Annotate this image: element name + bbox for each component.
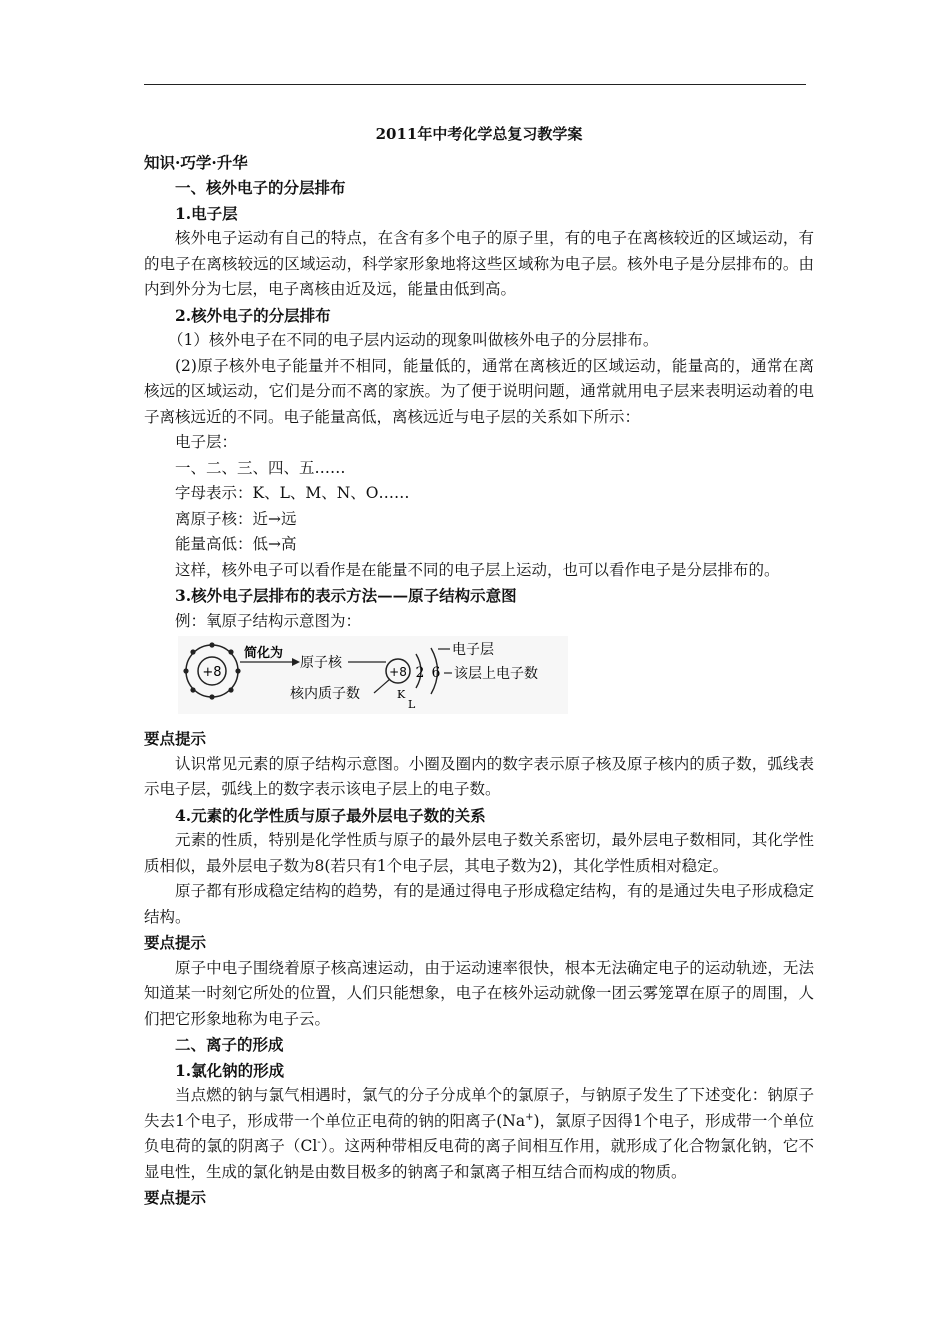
arrow-head: [292, 658, 300, 666]
paragraph: 核外电子运动有自己的特点，在含有多个电子的原子里，有的电子在离核较近的区域运动，有的电子在离核较远的区域运动，科学家形象地将这些区域称为电子层。核外电子是分层排布的。由内到外分为七层，电子离核由近及远，能量由低到高。: [144, 229, 814, 298]
oxygen-atom-diagram: [178, 636, 568, 714]
heading-electron-layers: 一、核外电子的分层排布: [175, 178, 346, 197]
section-label: 知识·巧学·升华: [144, 152, 248, 172]
electron-dot: [209, 642, 214, 647]
na-charge: +: [525, 1111, 534, 1123]
electron-dot: [190, 649, 195, 654]
subheading-representation: 3.核外电子层排布的表示方法——原子结构示意图: [175, 586, 517, 605]
nucleus-charge-left: +8: [202, 665, 222, 680]
paragraph-nacl: [144, 1083, 814, 1185]
electron-dot: [209, 694, 214, 699]
text-segment: )，氯原子因得1个电子，形成带一个单位负电荷的氯的阴离子（Cl: [144, 1111, 814, 1155]
subheading-electron-shell: 1.电子层: [175, 203, 238, 223]
subheading-chemical-property: 4.元素的化学性质与原子最外层电子数的关系: [175, 805, 486, 825]
paragraph: 原子中电子围绕着原子核高速运动，由于运动速率很快，根本无法确定电子的运动轨迹，无法知道某一时刻它所处的位置，人们只能想象，电子在核外运动就像一团云雾笼罩在原子的周围，人们把它形象地称为电子云。: [144, 958, 814, 1028]
text-segment: 当点燃的钠与氯气相遇时，氯气的分子分成单个的氯原子，与钠原子发生了下述变化：钠原子失去1个电子，形成带一个单位正电荷的钠的阳离子(Na: [144, 1086, 814, 1130]
example-line: 例：氧原子结构示意图为：: [175, 611, 362, 630]
shell-label: 电子层: [452, 642, 494, 658]
tip-label: 要点提示: [144, 933, 207, 952]
list-line: 能量高低：低→高: [175, 535, 297, 553]
proton-label: 核内质子数: [290, 686, 360, 702]
paragraph: 原子都有形成稳定结构的趋势，有的是通过得电子形成稳定结构，有的是通过失电子形成稳定结构。: [144, 882, 814, 926]
subheading-distribution: 2.核外电子的分层排布: [175, 305, 331, 325]
paragraph: （1）核外电子在不同的电子层内运动的现象叫做核外电子的分层排布。: [168, 331, 659, 349]
proton-pointer: [374, 679, 390, 693]
paragraph: (2)原子核外电子能量并不相同，能量低的，通常在离核近的区域运动，能量高的，通常在离核远的区域运动，它们是分而不离的家族。为了便于说明问题，通常就用电子层来表明运动着的电子离核远近的不同。电子能量高低，离核远近与电子层的关系如下所示：: [144, 356, 814, 426]
nucleus-charge-right: +8: [389, 665, 407, 679]
electron-dot: [235, 668, 240, 673]
shell-letter-l: L: [408, 698, 416, 711]
electron-dot: [228, 649, 233, 654]
header-rule: [144, 84, 806, 85]
count-label: 该层上电子数: [454, 666, 538, 682]
electron-dot: [183, 668, 188, 673]
simplify-label: 简化为: [244, 646, 284, 661]
tip-label: 要点提示: [144, 1188, 207, 1207]
subheading-nacl: 1.氯化钠的形成: [175, 1060, 285, 1080]
list-line: 字母表示：K、L、M、N、O……: [175, 484, 410, 502]
heading-ion-formation: 二、离子的形成: [175, 1035, 284, 1054]
list-line: 一、二、三、四、五……: [175, 458, 346, 477]
shell-letter-k: K: [397, 688, 406, 701]
electron-dot: [228, 687, 233, 692]
nucleus-label: 原子核: [300, 655, 342, 671]
cl-charge: -: [317, 1136, 321, 1148]
paragraph: 认识常见元素的原子结构示意图。小圈及圈内的数字表示原子核及原子核内的质子数，弧线表示电子层，弧线上的数字表示该电子层上的电子数。: [144, 754, 814, 798]
tip-label: 要点提示: [144, 729, 207, 748]
list-line: 离原子核：近→远: [175, 509, 297, 528]
electron-dot: [190, 687, 195, 692]
electron-count-l: 6: [431, 665, 441, 681]
text-segment: ）。这两种带相反电荷的离子间相互作用，就形成了化合物氯化钠，它不显电性，生成的氯化钠是由数目极多的钠离子和氯离子相互结合而构成的物质。: [144, 1137, 814, 1181]
atom-structure-svg: [178, 636, 568, 714]
electron-count-k: 2: [415, 665, 425, 681]
page-title: 2011年中考化学总复习教学案: [375, 125, 583, 143]
paragraph: 这样，核外电子可以看作是在能量不同的电子层上运动，也可以看作电子是分层排布的。: [175, 560, 780, 579]
paragraph: 元素的性质，特别是化学性质与原子的最外层电子数关系密切，最外层电子数相同，其化学性质相似，最外层电子数为8(若只有1个电子层，其电子数为2)，其化学性质相对稳定。: [144, 831, 814, 875]
list-line: 电子层：: [175, 433, 238, 451]
document-body: [144, 122, 814, 1211]
